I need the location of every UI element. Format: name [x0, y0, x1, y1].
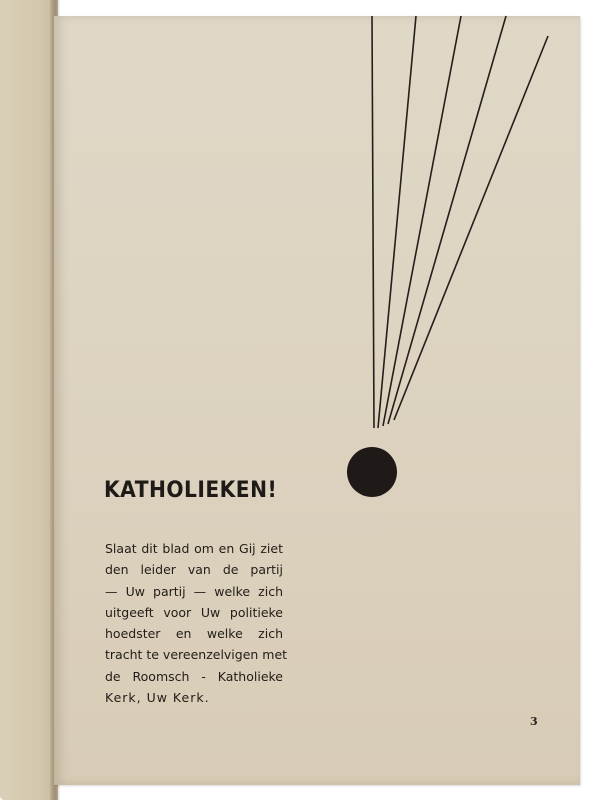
body-line: de Roomsch - Katholieke — [105, 668, 283, 684]
body-line: den leider van de partij — [105, 562, 283, 578]
body-line: hoedster en welke zich — [105, 626, 283, 642]
ray-line — [388, 16, 506, 424]
body-line: — Uw partij — welke zich — [105, 583, 283, 599]
body-line: Slaat dit blad om en Gij ziet — [105, 541, 283, 556]
body-line: Kerk, Uw Kerk. — [105, 690, 210, 706]
ray-line — [383, 16, 461, 426]
body-line: tracht te vereenzelvigen met — [105, 647, 288, 663]
page-title: KATHOLIEKEN! — [104, 478, 278, 503]
ray-line — [378, 16, 416, 428]
ray-line — [394, 36, 548, 420]
black-ball — [347, 447, 397, 497]
ray-line — [372, 16, 374, 428]
body-line: uitgeeft voor Uw politieke — [105, 604, 283, 620]
body-paragraph — [105, 538, 288, 708]
page-number: 3 — [530, 715, 538, 728]
